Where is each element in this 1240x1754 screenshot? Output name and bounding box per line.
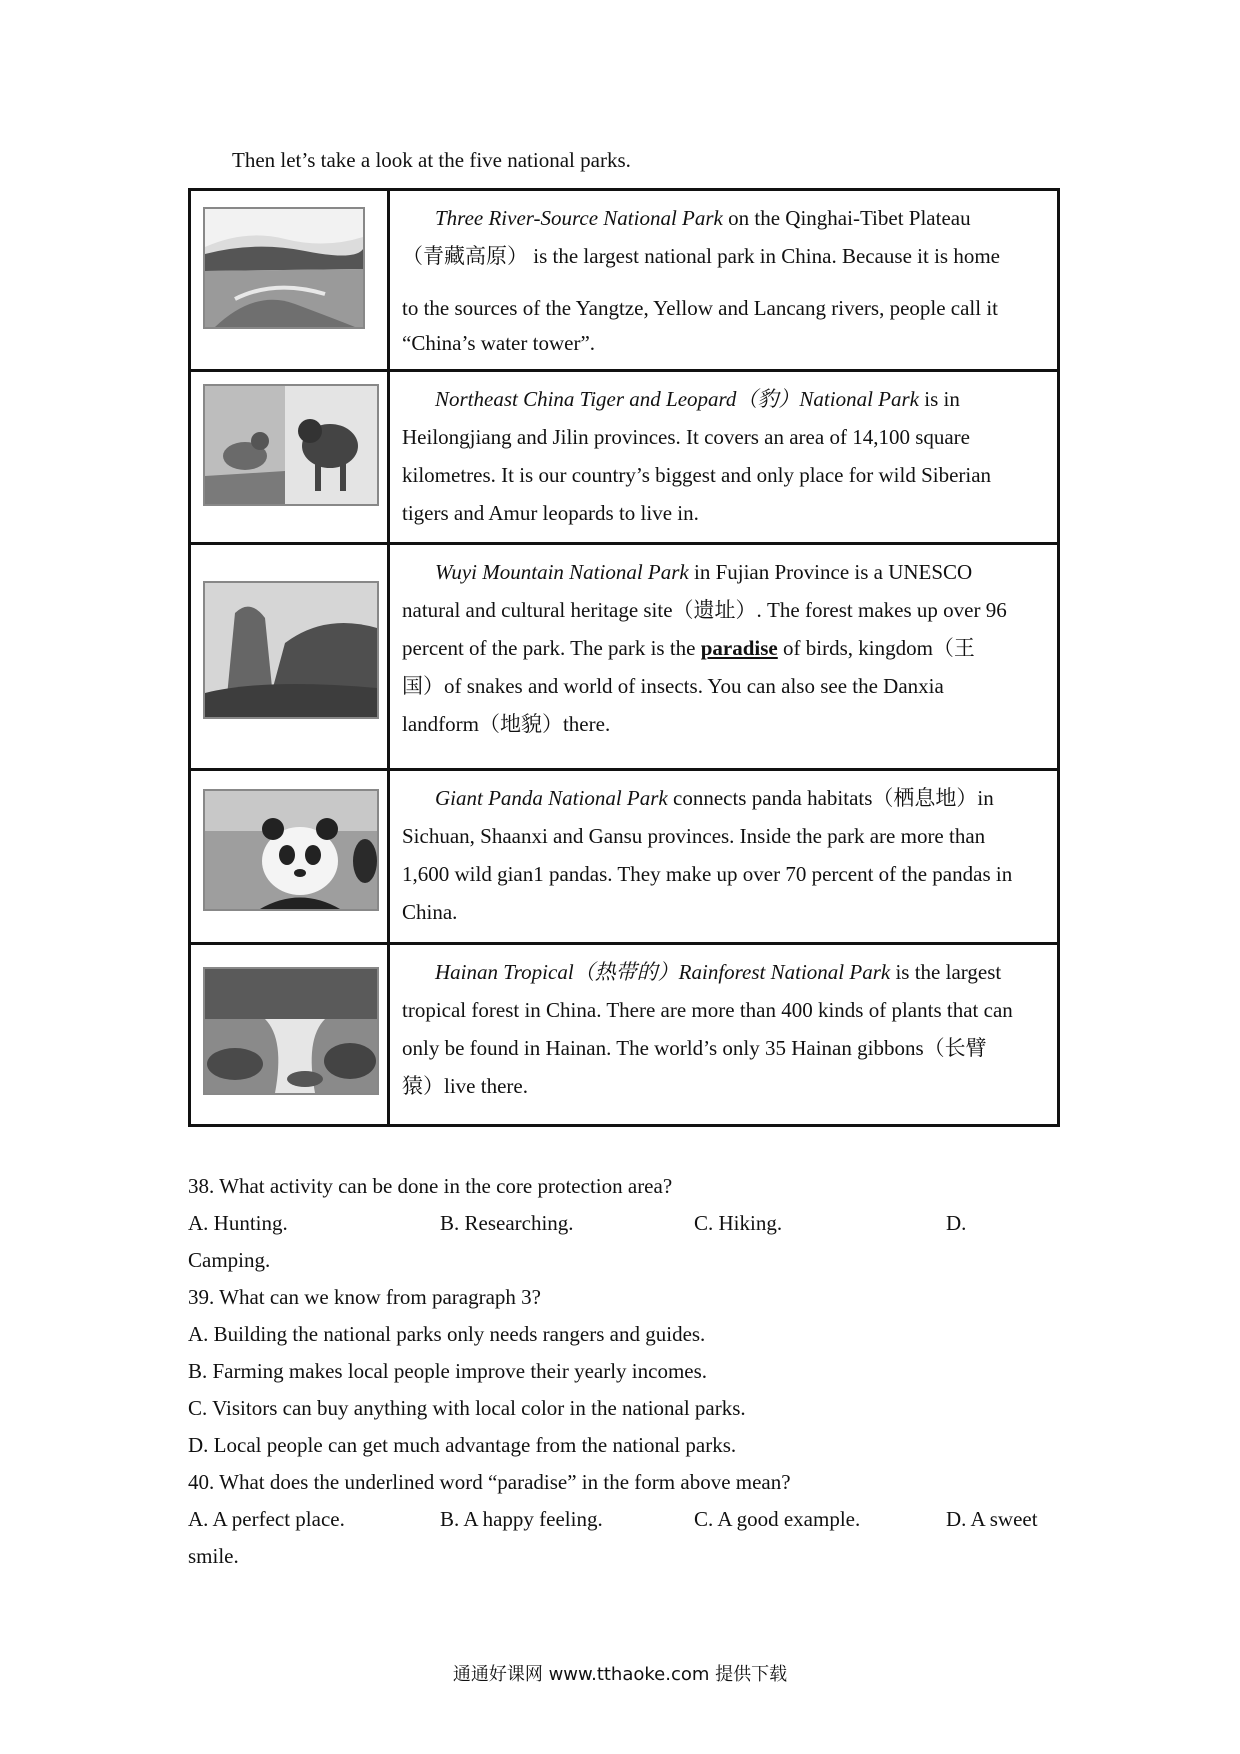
park-name: Northeast China Tiger and Leopard（豹）National Park <box>435 387 920 411</box>
option-d-continued: Camping. <box>188 1248 271 1272</box>
park-photo-cell <box>190 190 389 371</box>
three-river-photo <box>203 207 365 329</box>
question-38: 38. What activity can be done in the core protection area? <box>188 1174 673 1198</box>
park-name: Giant Panda National Park <box>435 786 668 810</box>
park-text-cell: Hainan Tropical（热带的）Rainforest National Park is the largest tropical forest in China. There are more than 400 kinds of plants that can only be found in Hainan. The world’s only 35 Hainan gibbons（长臂 猿）live there. <box>389 944 1059 1126</box>
option-b: B. Farming makes local people improve their yearly incomes. <box>188 1359 708 1383</box>
option-a: A. Hunting. <box>188 1211 288 1235</box>
hainan-rainforest-photo <box>203 967 379 1095</box>
park-photo-cell <box>190 770 389 944</box>
underlined-word-paradise: paradise <box>700 636 778 660</box>
park-row-three-river <box>190 190 1059 371</box>
question-40-options <box>188 1501 1060 1538</box>
park-photo-cell <box>190 544 389 770</box>
option-c: C. A good example. <box>694 1507 861 1531</box>
intro-sentence: Then let’s take a look at the five national parks. <box>232 148 631 172</box>
page-footer: 通通好课网 www.tthaoke.com 提供下载 <box>452 1664 788 1685</box>
park-row-wuyi <box>190 544 1059 770</box>
park-paragraph: Northeast China Tiger and Leopard（豹）National Park is in <box>435 387 960 411</box>
park-photo-cell <box>190 371 389 544</box>
option-a: A. A perfect place. <box>188 1507 345 1531</box>
option-b: B. A happy feeling. <box>440 1507 603 1531</box>
option-d: D. <box>946 1211 967 1235</box>
park-row-giant-panda <box>190 770 1059 944</box>
question-38-options <box>188 1205 1060 1242</box>
option-d-continued: smile. <box>188 1544 239 1568</box>
wuyi-mountain-photo <box>203 581 379 719</box>
park-name: Three River-Source National Park <box>435 206 723 230</box>
question-40: 40. What does the underlined word “paradise” in the form above mean? <box>188 1470 791 1494</box>
national-parks-table <box>188 188 1060 1127</box>
park-row-hainan <box>190 944 1059 1126</box>
tiger-leopard-photo <box>203 384 379 506</box>
park-text-cell: Giant Panda National Park connects panda habitats（栖息地）in Sichuan, Shaanxi and Gansu provinces. Inside the park are more than 1,600 wild gian1 pandas. They make up over 70 percent of the pandas in China. <box>389 770 1059 944</box>
option-b: B. Researching. <box>440 1211 574 1235</box>
giant-panda-photo <box>203 789 379 911</box>
park-paragraph: Hainan Tropical（热带的）Rainforest National Park is the largest <box>435 960 1002 984</box>
option-a: A. Building the national parks only needs rangers and guides. <box>188 1322 706 1346</box>
park-row-tiger-leopard <box>190 371 1059 544</box>
park-name: Wuyi Mountain National Park <box>435 560 689 584</box>
park-paragraph: Giant Panda National Park connects panda habitats（栖息地）in <box>435 786 994 810</box>
option-c: C. Hiking. <box>694 1211 783 1235</box>
park-paragraph: Wuyi Mountain National Park in Fujian Province is a UNESCO <box>435 560 973 584</box>
park-text-cell: Northeast China Tiger and Leopard（豹）National Park is in Heilongjiang and Jilin provinces. It covers an area of 14,100 square kilometres. It is our country’s biggest and only place for wild Siberian tigers and Amur leopards to live in. <box>389 371 1059 544</box>
park-text-cell: Three River-Source National Park on the Qinghai-Tibet Plateau （青藏高原） is the largest national park in China. Because it is home to the sources of the Yangtze, Yellow and Lancang rivers, people call it “China’s water tower”. <box>389 190 1059 371</box>
park-photo-cell <box>190 944 389 1126</box>
question-39: 39. What can we know from paragraph 3? <box>188 1285 541 1309</box>
park-text-cell: Wuyi Mountain National Park in Fujian Province is a UNESCO natural and cultural heritage site（遗址）. The forest makes up over 96 percent of the park. The park is the paradise of birds, kingdom（王 国）of snakes and world of insects. You can also see the Danxia landform（地貌）there. <box>389 544 1059 770</box>
park-paragraph: Three River-Source National Park on the Qinghai-Tibet Plateau <box>435 206 971 230</box>
questions-section <box>188 1168 1060 1575</box>
option-c: C. Visitors can buy anything with local color in the national parks. <box>188 1396 746 1420</box>
option-d: D. A sweet <box>946 1507 1038 1531</box>
park-name: Hainan Tropical（热带的）Rainforest National Park <box>435 960 891 984</box>
option-d: D. Local people can get much advantage from the national parks. <box>188 1433 737 1457</box>
